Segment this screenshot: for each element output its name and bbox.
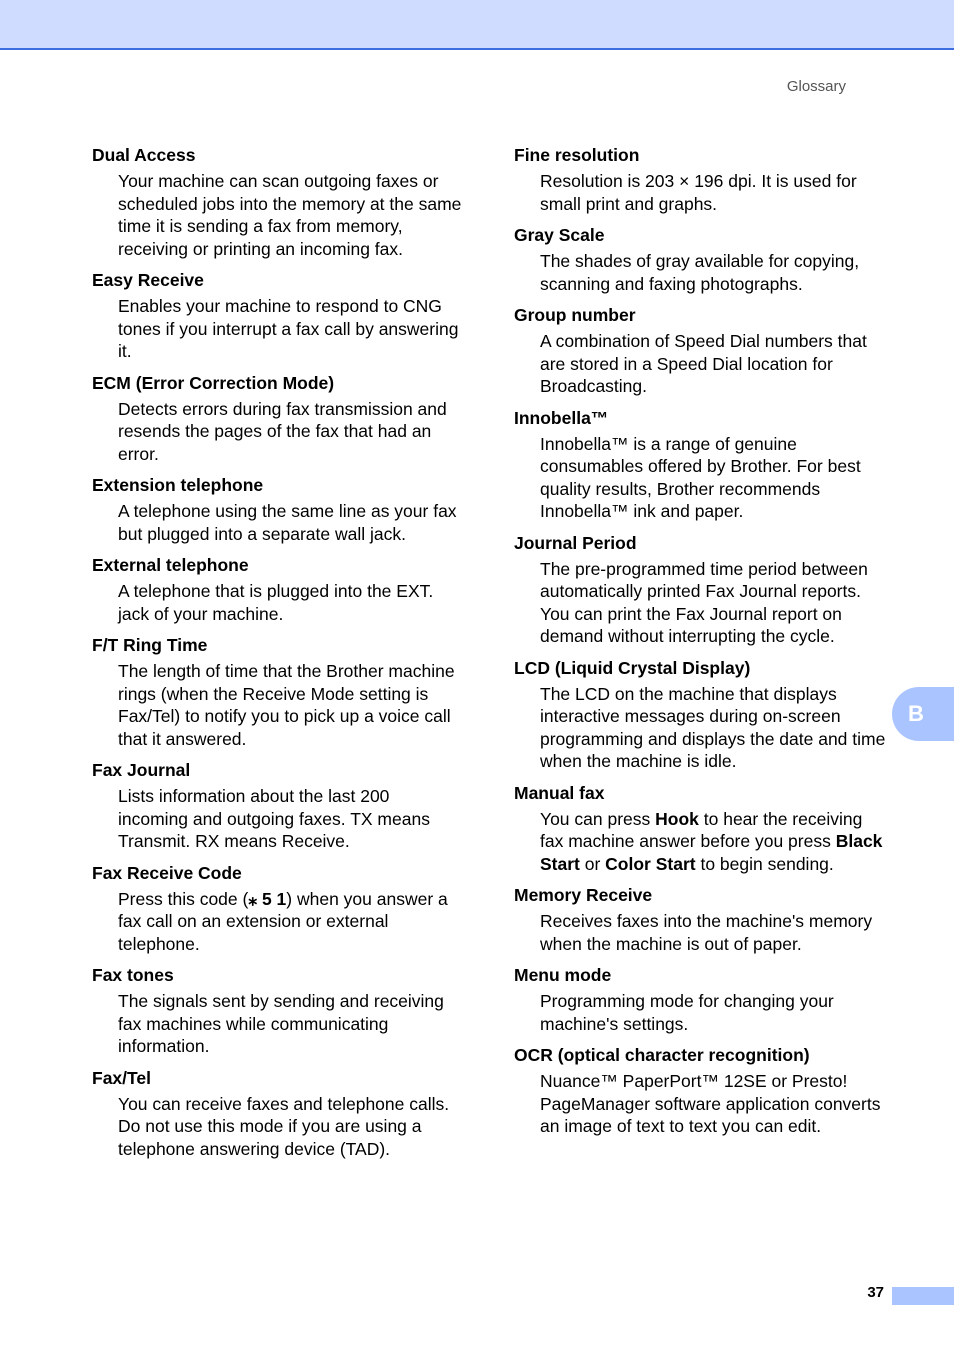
color-start-key-label: Color Start xyxy=(605,853,696,874)
glossary-term: Fax tones xyxy=(92,965,174,985)
glossary-term: Easy Receive xyxy=(92,270,204,290)
glossary-definition: The pre-programmed time period between automatically printed Fax Journal reports. You can print the Fax Journal report on demand without interrupting the cycle. xyxy=(540,558,868,646)
glossary-definition: You can press Hook to hear the receiving fax machine answer before you press Black Start or Color Start to begin sending. xyxy=(540,808,883,874)
glossary-term: Manual fax xyxy=(514,782,605,803)
glossary-term: Memory Receive xyxy=(514,885,653,905)
glossary-term: ECM (Error Correction Mode) xyxy=(92,372,335,393)
glossary-definition: Enables your machine to respond to CNG tones if you interrupt a fax call by answering it. xyxy=(118,296,459,361)
glossary-definition: A combination of Speed Dial numbers that are stored in a Speed Dial location for Broadcasting. xyxy=(540,331,867,396)
glossary-definition: Your machine can scan outgoing faxes or scheduled jobs into the memory at the same time it is sending a fax from memory, receiving or printing an incoming fax. xyxy=(118,171,462,259)
glossary-term: Fax Journal xyxy=(92,760,191,780)
header-band xyxy=(0,0,954,50)
black-start-key-label: Black Start xyxy=(540,831,883,874)
glossary-term: External telephone xyxy=(92,555,249,575)
key-sequence: ⁎ 5 1 xyxy=(248,888,287,909)
glossary-column-left xyxy=(92,144,464,1169)
glossary-definition: Press this code (⁎ 5 1) when you answer a fax call on an extension or external telephone. xyxy=(118,888,448,954)
glossary-term: Extension telephone xyxy=(92,475,264,495)
glossary-definition: Receives faxes into the machine's memory when the machine is out of paper. xyxy=(540,911,873,954)
chapter-tab-letter: B xyxy=(908,701,924,726)
chapter-tab xyxy=(892,687,954,741)
glossary-definition: Detects errors during fax transmission and resends the pages of the fax that had an error. xyxy=(118,398,447,464)
glossary-term: Group number xyxy=(514,305,636,325)
glossary-term: Dual Access xyxy=(92,145,196,165)
glossary-definition: The shades of gray available for copying, scanning and faxing photographs. xyxy=(540,251,860,294)
glossary-term: Fine resolution xyxy=(514,145,640,165)
glossary-term: Journal Period xyxy=(514,532,637,553)
glossary-definition: The LCD on the machine that displays interactive messages during on-screen programming and displays the date and time when the machine is idle. xyxy=(540,683,886,771)
glossary-column-right xyxy=(514,144,886,1147)
glossary-definition: Programming mode for changing your machine's settings. xyxy=(540,991,834,1034)
glossary-definition: You can receive faxes and telephone calls. Do not use this mode if you are using a telephone answering device (TAD). xyxy=(118,1093,450,1159)
section-title: Glossary xyxy=(786,78,846,95)
glossary-term: Gray Scale xyxy=(514,225,605,245)
hook-key-label: Hook xyxy=(655,808,699,829)
glossary-term: Fax/Tel xyxy=(92,1067,152,1088)
glossary-definition: Nuance™ PaperPort™ 12SE or Presto! PageManager software application converts an image of text to text you can edit. xyxy=(540,1071,881,1136)
glossary-definition: The signals sent by sending and receiving fax machines while communicating information. xyxy=(118,991,444,1056)
glossary-definition: A telephone that is plugged into the EXT. jack of your machine. xyxy=(118,581,434,624)
glossary-definition: A telephone using the same line as your fax but plugged into a separate wall jack. xyxy=(118,501,457,544)
glossary-term: LCD (Liquid Crystal Display) xyxy=(514,657,751,678)
glossary-term: Fax Receive Code xyxy=(92,862,242,883)
glossary-definition: Lists information about the last 200 incoming and outgoing faxes. TX means Transmit. RX means Receive. xyxy=(118,786,430,851)
glossary-definition: The length of time that the Brother machine rings (when the Receive Mode setting is Fax/Tel) to notify you to pick up a voice call that it answered. xyxy=(118,661,455,749)
glossary-term: OCR (optical character recognition) xyxy=(514,1045,810,1065)
glossary-term: F/T Ring Time xyxy=(92,635,208,655)
page-number: 37 xyxy=(867,1284,884,1301)
glossary-definition: Innobella™ is a range of genuine consumables offered by Brother. For best quality results, Brother recommends Innobella™ ink and paper. xyxy=(540,433,861,521)
glossary-definition: Resolution is 203 × 196 dpi. It is used for small print and graphs. xyxy=(540,171,857,214)
glossary-term: Menu mode xyxy=(514,965,612,985)
glossary-term: Innobella™ xyxy=(514,407,609,428)
page-number-band xyxy=(892,1287,954,1305)
